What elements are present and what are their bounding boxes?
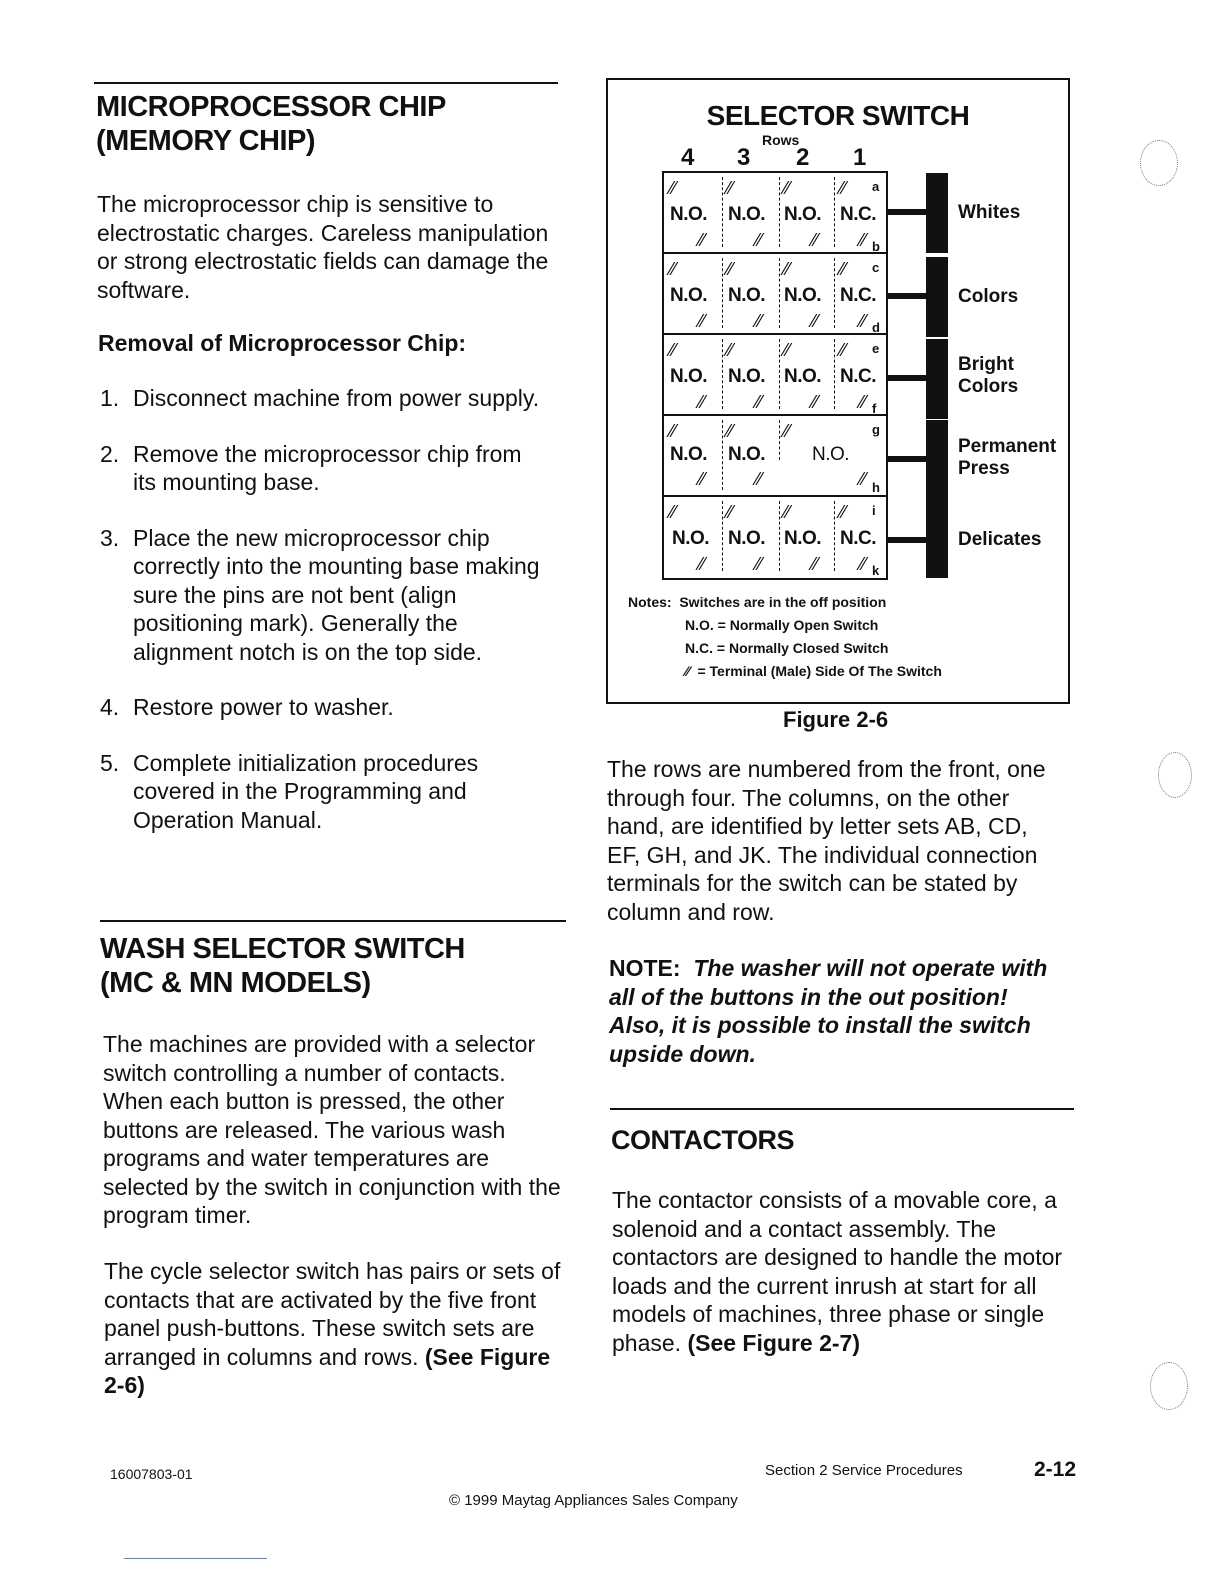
- notes-line: [628, 591, 942, 614]
- binder-hole-mark: [1150, 1362, 1188, 1410]
- divider-dashed: [722, 501, 723, 571]
- terminal-icon: ⁄⁄: [670, 178, 677, 198]
- column-number: 4: [681, 144, 695, 171]
- terminal-icon: ⁄⁄: [860, 392, 867, 412]
- microprocessor-intro: The microprocessor chip is sensitive to electrostatic charges. Careless manipulation or strong electrostatic fields can damage the software.: [97, 191, 549, 303]
- program-label: Bright Colors: [958, 354, 1019, 397]
- terminal-icon: ⁄⁄: [860, 311, 867, 331]
- section-divider: [610, 1108, 1074, 1110]
- terminal-icon: ⁄⁄: [756, 311, 763, 331]
- step-number: 4.: [100, 694, 120, 720]
- note-text: The washer will not operate with all of the buttons in the out position! Also, it is possible to install the switch upside down.: [609, 955, 1048, 1067]
- terminal-icon: ⁄⁄: [812, 230, 819, 250]
- terminal-letter: a: [872, 179, 880, 194]
- divider-dashed: [834, 258, 835, 328]
- note-paragraph: [609, 954, 1064, 1068]
- contact-label: N.O.: [728, 444, 766, 465]
- terminal-icon: ⁄⁄: [685, 663, 690, 679]
- terminal-icon: ⁄⁄: [727, 421, 734, 441]
- list-item: [100, 440, 540, 497]
- heading-line: (MC & MN MODELS): [100, 967, 371, 999]
- divider-dashed: [834, 177, 835, 247]
- scan-line: [124, 1558, 267, 1559]
- contact-label: N.O.: [784, 528, 822, 549]
- step-text: Complete initialization procedures covered in the Programming and Operation Manual.: [133, 749, 479, 833]
- notes-line: [628, 614, 942, 637]
- terminal-icon: ⁄⁄: [860, 469, 867, 489]
- terminal-letter: k: [872, 563, 880, 578]
- terminal-icon: ⁄⁄: [840, 340, 847, 360]
- terminal-icon: ⁄⁄: [840, 502, 847, 522]
- terminal-letter: f: [872, 401, 877, 416]
- terminal-icon: ⁄⁄: [784, 502, 791, 522]
- push-button-colors: [926, 257, 948, 337]
- divider-dashed: [779, 258, 780, 328]
- list-item: [100, 524, 540, 667]
- contact-label: N.O.: [670, 366, 708, 387]
- para-text: The cycle selector switch has pairs or sets of contacts that are activated by the five front panel push-buttons. These switch sets are arranged in columns and rows.: [104, 1258, 561, 1370]
- step-text: Place the new microprocessor chip correctly into the mounting base making sure the pins are not bent (align positioning mark). Generally the alignment notch is on the top side.: [133, 524, 540, 665]
- step-number: 2.: [100, 440, 120, 467]
- terminal-icon: ⁄⁄: [727, 178, 734, 198]
- terminal-icon: ⁄⁄: [784, 178, 791, 198]
- switch-row-permanent-press: [664, 416, 886, 497]
- copyright: © 1999 Maytag Appliances Sales Company: [449, 1492, 738, 1509]
- terminal-icon: ⁄⁄: [812, 554, 819, 574]
- contact-label: N.O.: [728, 285, 766, 306]
- figure-reference: (See Figure 2-6): [104, 1343, 551, 1398]
- list-item: [100, 384, 540, 413]
- column-number: 1: [853, 144, 867, 171]
- contact-label: N.C.: [840, 366, 876, 387]
- note-item: = Terminal (Male) Side Of The Switch: [697, 663, 942, 679]
- terminal-icon: ⁄⁄: [784, 340, 791, 360]
- push-button-whites: [926, 173, 948, 253]
- figure-title: SELECTOR SWITCH: [706, 100, 970, 131]
- terminal-icon: ⁄⁄: [756, 392, 763, 412]
- contact-label: N.O.: [728, 204, 766, 225]
- terminal-icon: ⁄⁄: [812, 311, 819, 331]
- push-button-bright-colors: [926, 339, 948, 419]
- figure-caption: Figure 2-6: [783, 707, 889, 732]
- footer-section: Section 2 Service Procedures: [765, 1462, 963, 1479]
- step-text: Remove the microprocessor chip from its mounting base.: [133, 440, 522, 495]
- switch-grid: [662, 171, 888, 580]
- section-divider: [94, 82, 558, 84]
- terminal-letter: i: [872, 503, 876, 518]
- contact-label: N.O.: [728, 528, 766, 549]
- note-label: NOTE:: [609, 955, 681, 981]
- note-item: N.O. = Normally Open Switch: [685, 617, 879, 633]
- figure-reference: (See Figure 2-7): [687, 1329, 860, 1356]
- binder-hole-mark: [1140, 140, 1178, 186]
- contact-label: N.O.: [672, 528, 710, 549]
- contact-label: N.O.: [670, 285, 708, 306]
- terminal-icon: ⁄⁄: [727, 340, 734, 360]
- contact-label: N.O.: [784, 366, 822, 387]
- push-button-permanent-press: [926, 420, 948, 500]
- contact-label: N.C.: [840, 285, 876, 306]
- button-connector: [888, 537, 928, 543]
- terminal-icon: ⁄⁄: [670, 340, 677, 360]
- divider-dashed: [834, 501, 835, 571]
- step-number: 3.: [100, 524, 120, 551]
- terminal-icon: ⁄⁄: [699, 554, 706, 574]
- terminal-icon: ⁄⁄: [670, 421, 677, 441]
- page-number: 2-12: [1034, 1458, 1077, 1481]
- button-connector: [888, 375, 928, 381]
- removal-steps: [100, 384, 540, 834]
- terminal-icon: ⁄⁄: [756, 469, 763, 489]
- switch-row-whites: [664, 173, 886, 254]
- divider-dashed: [722, 258, 723, 328]
- heading-line: WASH SELECTOR SWITCH: [100, 933, 465, 965]
- divider-dashed: [722, 339, 723, 409]
- section-heading-wash-selector: [100, 932, 465, 1000]
- notes-line: [628, 660, 942, 683]
- column-number: 2: [796, 144, 810, 171]
- terminal-icon: ⁄⁄: [699, 469, 706, 489]
- terminal-icon: ⁄⁄: [670, 259, 677, 279]
- terminal-icon: ⁄⁄: [699, 392, 706, 412]
- switch-row-bright-colors: [664, 335, 886, 416]
- terminal-icon: ⁄⁄: [860, 230, 867, 250]
- section-divider: [100, 920, 566, 922]
- terminal-letter: c: [872, 260, 880, 275]
- contact-label: N.C.: [840, 204, 876, 225]
- program-label: Whites: [958, 202, 1021, 223]
- divider-dashed: [722, 177, 723, 247]
- contact-label: N.C.: [840, 528, 876, 549]
- terminal-icon: ⁄⁄: [860, 554, 867, 574]
- step-number: 5.: [100, 749, 120, 776]
- contact-label: N.O.: [670, 444, 708, 465]
- button-connector: [888, 209, 928, 215]
- heading-line: (MEMORY CHIP): [96, 125, 316, 157]
- terminal-icon: ⁄⁄: [784, 259, 791, 279]
- terminal-letter: e: [872, 341, 880, 356]
- terminal-letter: h: [872, 480, 880, 495]
- terminal-icon: ⁄⁄: [812, 392, 819, 412]
- removal-subheading: Removal of Microprocessor Chip:: [98, 330, 467, 356]
- switch-row-colors: [664, 254, 886, 335]
- contactors-paragraph: [612, 1186, 1077, 1357]
- terminal-icon: ⁄⁄: [756, 230, 763, 250]
- wash-selector-para1: The machines are provided with a selector switch controlling a number of contacts. When each button is pressed, the other buttons are released. The various wash programs and water temperatures are selected by the switch in conjunction with the program timer.: [103, 1031, 561, 1228]
- push-button-delicates: [926, 500, 948, 578]
- doc-number: 16007803-01: [110, 1466, 193, 1482]
- contact-label: N.O.: [670, 204, 708, 225]
- terminal-icon: ⁄⁄: [784, 421, 791, 441]
- button-connector: [888, 456, 928, 462]
- contact-label: N.O.: [728, 366, 766, 387]
- note-item: N.C. = Normally Closed Switch: [685, 640, 889, 656]
- divider-dashed: [779, 501, 780, 571]
- binder-hole-mark: [1158, 752, 1192, 798]
- terminal-icon: ⁄⁄: [727, 502, 734, 522]
- terminal-icon: ⁄⁄: [670, 502, 677, 522]
- program-label: Colors: [958, 286, 1019, 307]
- program-label: Delicates: [958, 529, 1042, 550]
- terminal-letter: g: [872, 422, 880, 437]
- terminal-icon: ⁄⁄: [699, 230, 706, 250]
- heading-line: MICROPROCESSOR CHIP: [96, 91, 446, 123]
- rows-description: The rows are numbered from the front, one through four. The columns, on the other hand, are identified by letter sets AB, CD, EF, GH, and JK. The individual connection terminals for the switch can be stated by column and row.: [607, 756, 1046, 925]
- notes-line: [628, 637, 942, 660]
- step-number: 1.: [100, 385, 120, 411]
- button-connector: [888, 293, 928, 299]
- divider-dashed: [834, 339, 835, 409]
- rows-label: Rows: [762, 132, 800, 148]
- contact-label: N.O.: [784, 204, 822, 225]
- list-item: [100, 749, 540, 835]
- program-label: Permanent Press: [958, 436, 1057, 479]
- divider-dashed: [779, 420, 780, 460]
- terminal-letter: b: [872, 239, 880, 254]
- divider-dashed: [722, 420, 723, 490]
- list-item: [100, 693, 540, 722]
- terminal-icon: ⁄⁄: [840, 259, 847, 279]
- terminal-icon: ⁄⁄: [699, 311, 706, 331]
- terminal-icon: ⁄⁄: [727, 259, 734, 279]
- para-text: The contactor consists of a movable core, a solenoid and a contact assembly. The contactors are designed to handle the motor loads and the current inrush at start for all models of machines, three phase or single phase.: [612, 1187, 1063, 1356]
- contact-label: N.O.: [784, 285, 822, 306]
- wash-selector-para2: [104, 1257, 564, 1400]
- notes-label: Notes:: [628, 594, 672, 610]
- section-heading-microprocessor: [96, 90, 446, 158]
- contact-label: N.O.: [812, 444, 850, 465]
- step-text: Disconnect machine from power supply.: [133, 385, 540, 411]
- divider-dashed: [779, 339, 780, 409]
- column-number: 3: [737, 144, 751, 171]
- terminal-letter: d: [872, 320, 880, 335]
- section-heading-contactors: CONTACTORS: [611, 1125, 794, 1155]
- switch-row-delicates: [664, 497, 886, 578]
- divider-dashed: [779, 177, 780, 247]
- step-text: Restore power to washer.: [133, 694, 394, 720]
- note-item: Switches are in the off position: [679, 594, 887, 610]
- terminal-icon: ⁄⁄: [840, 178, 847, 198]
- terminal-icon: ⁄⁄: [756, 554, 763, 574]
- figure-notes: [628, 591, 942, 683]
